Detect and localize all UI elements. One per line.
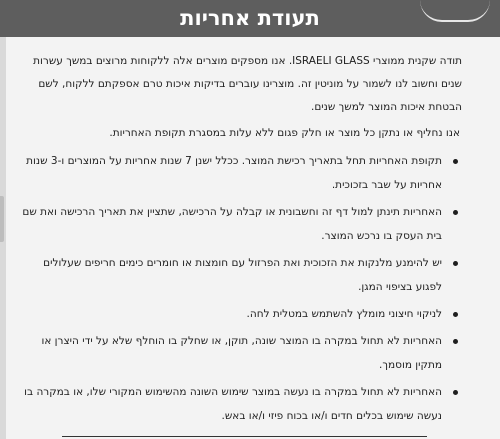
list-item <box>12 251 490 299</box>
list-item <box>12 380 490 428</box>
bullet-icon <box>453 390 458 395</box>
title-banner <box>0 0 500 37</box>
term-text: יש להימנע מלנקות את הזכוכית ואת הפרזול עם חומצות או חומרים כימים חריפים שעלולים לפגוע בציפוי המגן. <box>43 257 442 293</box>
intro-paragraph: תודה שקנית ממוצרי ISRAELI GLASS. אנו מספקים מוצרים אלה ללקוחות מרוצים במשך עשרות שנים וחשוב לנו לשמור על מוניטין זה. מוצרינו עוברים בדיקות איכות טרם אספקתם ללקוח, לשם הבטחת איכות המוצר למשך שנים. <box>33 55 462 113</box>
bullet-icon <box>453 339 458 344</box>
signature-line <box>62 436 427 437</box>
terms-list <box>12 149 490 428</box>
list-item <box>12 200 490 248</box>
logo-arc-icon <box>420 0 490 22</box>
list-item <box>12 149 490 197</box>
term-text: תקופת האחריות תחל בתאריך רכישת המוצר. ככלל ישנן 7 שנות אחריות על המוצרים ו-3 שנות אחריות על שבר בזכוכית. <box>26 155 442 191</box>
page-title: תעודת אחריות <box>180 6 320 30</box>
warranty-body <box>12 50 490 431</box>
list-item <box>12 329 490 377</box>
side-handle <box>0 196 4 242</box>
bullet-icon <box>453 312 458 317</box>
term-text: לניקוי חיצוני מומלץ להשתמש במטלית לחה. <box>246 308 442 320</box>
term-text: האחריות לא תחול במקרה בו המוצר שונה, תוקן, או שחלק בו הוחלף שלא על ידי היצרן או מתקין מוסמך. <box>41 335 442 371</box>
scope-paragraph: אנו נחליף או נתקן כל מוצר או חלק פגום ללא עלות במסגרת תקופת האחריות. <box>109 127 460 139</box>
bullet-icon <box>453 159 458 164</box>
term-text: האחריות לא תחול במקרה בו נעשה במוצר שימוש השונה מהשימוש המקורי שלו, או במקרה בו נעשה שימוש בכלים חדים ו/או בכוח פיזי ו/או באש. <box>24 386 442 422</box>
bullet-icon <box>453 210 458 215</box>
list-item <box>12 302 490 326</box>
term-text: האחריות תינתן למול דף זה וחשבונית או קבלה על הרכישה, שתציין את תאריך הרכישה ואת שם בית העסק בו נרכש המוצר. <box>22 206 442 242</box>
bullet-icon <box>453 261 458 266</box>
